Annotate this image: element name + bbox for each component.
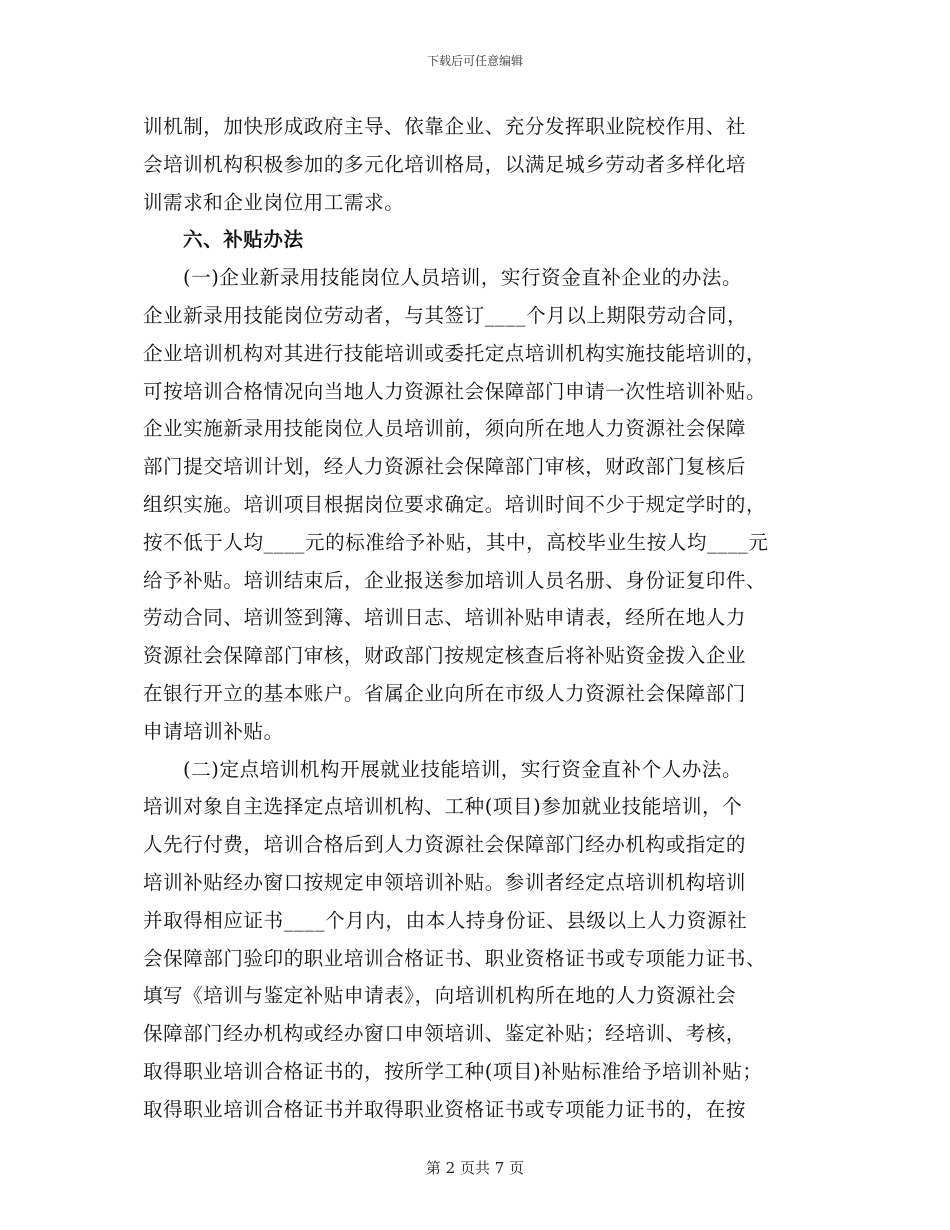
paragraph-first-line: (二)定点培训机构开展就业技能培训，实行资金直补个人办法。 bbox=[183, 757, 743, 781]
text-line: 企业新录用技能岗位劳动者，与其签订____个月以上期限劳动合同， bbox=[143, 303, 748, 327]
text-line: 取得职业培训合格证书并取得职业资格证书或专项能力证书的，在按 bbox=[143, 1097, 747, 1121]
text-line: 组织实施。培训项目根据岗位要求确定。培训时间不少于规定学时的， bbox=[143, 492, 767, 516]
text-line: 按不低于人均____元的标准给予补贴，其中，高校毕业生按人均____元 bbox=[143, 530, 769, 554]
text-line: 企业实施新录用技能岗位人员培训前，须向所在地人力资源社会保障 bbox=[143, 417, 747, 441]
text-line: 会保障部门验印的职业培训合格证书、职业资格证书或专项能力证书、 bbox=[143, 946, 767, 970]
document-body bbox=[143, 108, 803, 1129]
page-header: 下载后可任意编辑 bbox=[426, 54, 523, 68]
paragraph-first-line: (一)企业新录用技能岗位人员培训，实行资金直补企业的办法。 bbox=[183, 266, 743, 290]
section-heading: 六、补贴办法 bbox=[183, 228, 304, 252]
text-line: 企业培训机构对其进行技能培训或委托定点培训机构实施技能培训的， bbox=[143, 341, 767, 365]
text-line: 资源社会保障部门审核，财政部门按规定核查后将补贴资金拨入企业 bbox=[143, 644, 747, 668]
text-line: 劳动合同、培训签到簿、培训日志、培训补贴申请表，经所在地人力 bbox=[143, 606, 747, 630]
text-line: 在银行开立的基本账户。省属企业向所在市级人力资源社会保障部门 bbox=[143, 681, 747, 705]
text-line: 申请培训补贴。 bbox=[143, 719, 284, 743]
text-line: 部门提交培训计划，经人力资源社会保障部门审核，财政部门复核后 bbox=[143, 455, 747, 479]
text-line: 给予补贴。培训结束后，企业报送参加培训人员名册、身份证复印件、 bbox=[143, 568, 767, 592]
text-line: 填写《培训与鉴定补贴申请表》，向培训机构所在地的人力资源社会 bbox=[143, 984, 737, 1008]
text-line: 取得职业培训合格证书的，按所学工种(项目)补贴标准给予培训补贴； bbox=[143, 1059, 763, 1083]
text-line: 训需求和企业岗位用工需求。 bbox=[143, 190, 405, 214]
text-line: 人先行付费，培训合格后到人力资源社会保障部门经办机构或指定的 bbox=[143, 833, 747, 857]
page-footer: 第 2 页共 7 页 bbox=[425, 1159, 525, 1177]
text-line: 会培训机构积极参加的多元化培训格局，以满足城乡劳动者多样化培 bbox=[143, 152, 747, 176]
text-line: 保障部门经办机构或经办窗口申领培训、鉴定补贴；经培训、考核， bbox=[143, 1022, 747, 1046]
text-line: 训机制，加快形成政府主导、依靠企业、充分发挥职业院校作用、社 bbox=[143, 115, 747, 138]
text-line: 并取得相应证书____个月内，由本人持身份证、县级以上人力资源社 bbox=[143, 908, 748, 932]
text-line: 培训对象自主选择定点培训机构、工种(项目)参加就业技能培训，个 bbox=[143, 795, 743, 819]
text-line: 可按培训合格情况向当地人力资源社会保障部门申请一次性培训补贴。 bbox=[143, 379, 767, 403]
text-line: 培训补贴经办窗口按规定申领培训补贴。参训者经定点培训机构培训 bbox=[143, 870, 747, 894]
